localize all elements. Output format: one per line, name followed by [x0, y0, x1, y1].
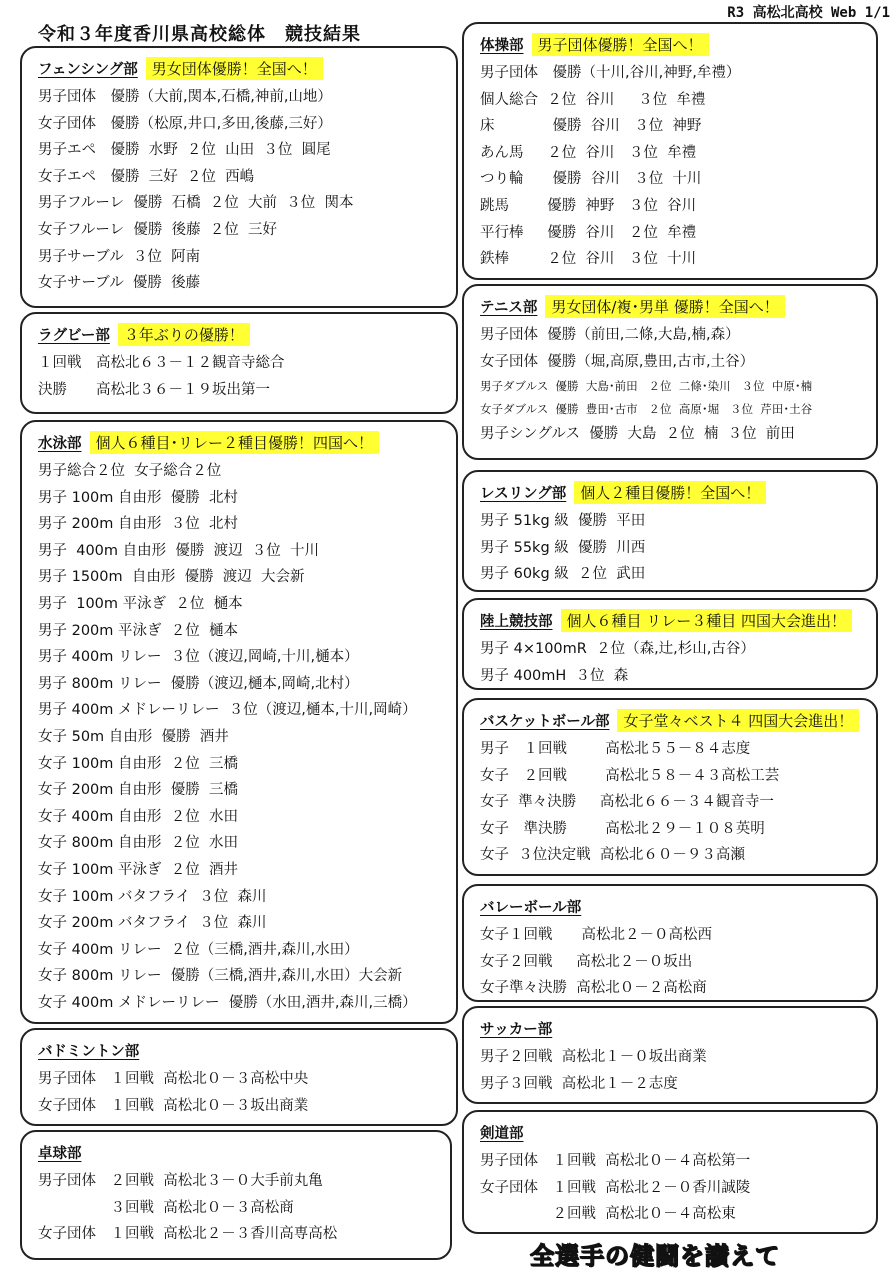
result-line: 男子 400mH ３位 森 [480, 667, 629, 684]
club-name: 剣道部 [480, 1125, 524, 1142]
result-line: 女子団体 １回戦 高松北２－０香川誠陵 [480, 1179, 751, 1196]
result-line: 男子２回戦 高松北１－０坂出商業 [480, 1049, 707, 1065]
result-line: 男子団体 優勝（大前,関本,石橋,神前,山地） [38, 89, 332, 105]
result-line: 女子 800m 自由形 ２位 水田 [38, 835, 238, 852]
result-line: 女子団体 優勝（松原,井口,多田,後藤,三好） [38, 115, 332, 132]
result-line: 女子 400m リレー ２位（三橋,酒井,森川,水田） [38, 941, 359, 958]
result-line: 男子エペ 優勝 水野 ２位 山田 ３位 圓尾 [38, 142, 331, 159]
result-line: 男子 100m 自由形 優勝 北村 [38, 489, 238, 506]
club-name: サッカー部 [480, 1021, 553, 1038]
tennis-box [462, 284, 878, 460]
result-line: ２回戦 高松北０－４高松東 [480, 1206, 736, 1223]
highlight-banner: 男女団体優勝！全国へ！ [146, 57, 323, 80]
highlight-banner: 個人６種目･リレー２種目優勝！四国へ！ [90, 431, 380, 454]
club-name: 体操部 [480, 37, 524, 54]
result-line: 男子 51kg 級 優勝 平田 [480, 513, 646, 529]
result-line: 鉄棒 ２位 谷川 ３位 十川 [480, 251, 697, 268]
result-line: 決勝 高松北３６－１９坂出第一 [38, 381, 270, 398]
result-line: 男子 400m メドレーリレー ３位（渡辺,樋本,十川,岡崎） [38, 702, 417, 719]
soccer-header [480, 1014, 864, 1042]
table-tennis-header [38, 1138, 438, 1166]
kendo-box [462, 1110, 878, 1234]
result-line: 床 優勝 谷川 ３位 神野 [480, 118, 702, 135]
wrestling-header [480, 478, 864, 506]
club-name: ラグビー部 [38, 327, 110, 344]
result-line: 男子 55kg 級 優勝 川西 [480, 539, 646, 556]
result-line: 男子 800m リレー 優勝（渡辺,樋本,岡崎,北村） [38, 675, 359, 692]
result-line: 男子団体 １回戦 高松北０－３高松中央 [38, 1071, 309, 1087]
result-line: 女子 400m メドレーリレー 優勝（水田,酒井,森川,三橋） [38, 994, 417, 1011]
swimming-header [38, 428, 444, 456]
result-line: 男子 １回戦 高松北５５－８４志度 [480, 741, 751, 757]
result-line: 男子 60kg 級 ２位 武田 [480, 566, 646, 583]
result-line: 男子 200m 平泳ぎ ２位 樋本 [38, 622, 238, 639]
result-line: 女子２回戦 高松北２－０坂出 [480, 953, 693, 970]
result-line: 女子 ２回戦 高松北５８－４３高松工芸 [480, 767, 780, 784]
result-line: 男子総合２位 女子総合２位 [38, 463, 222, 479]
club-name: 陸上競技部 [480, 613, 553, 630]
result-line: 女子１回戦 高松北２－０高松西 [480, 927, 712, 943]
club-name: バドミントン部 [38, 1043, 140, 1060]
result-line: つり輪 優勝 谷川 ３位 十川 [480, 171, 702, 188]
results-list [480, 60, 864, 273]
rugby-box [20, 312, 458, 414]
result-line: 男子 4×100mR ２位（森,辻,杉山,古谷） [480, 641, 755, 657]
swimming-box [20, 420, 458, 1024]
highlight-banner: 男子団体優勝！全国へ！ [532, 33, 709, 56]
track-box [462, 598, 878, 690]
result-line: 男子団体 ２回戦 高松北３－０大手前丸亀 [38, 1173, 323, 1189]
result-line: 男子３回戦 高松北１－２志度 [480, 1075, 678, 1092]
club-name: 水泳部 [38, 435, 82, 452]
basketball-header [480, 706, 864, 734]
result-line: ３回戦 高松北０－３高松商 [38, 1199, 294, 1216]
result-line: 男子 400m リレー ３位（渡辺,岡崎,十川,樋本） [38, 649, 359, 666]
result-line: 女子フルーレ 優勝 後藤 ２位 三好 [38, 221, 278, 238]
result-line-small: 男子ダブルス 優勝 大島･前田 ２位 二條･染川 ３位 中原･楠 [480, 379, 813, 394]
result-line: 個人総合 ２位 谷川 ３位 牟禮 [480, 91, 706, 108]
club-name: レスリング部 [480, 485, 567, 502]
club-name: テニス部 [480, 299, 538, 316]
result-line: 男子 100m 平泳ぎ ２位 樋本 [38, 595, 243, 612]
club-name: フェンシング部 [38, 61, 138, 78]
result-line: 男子サーブル ３位 阿南 [38, 248, 201, 265]
results-list [38, 84, 444, 297]
volleyball-header [480, 892, 864, 920]
result-line: 男子団体 優勝（前田,二條,大島,楠,森） [480, 327, 740, 343]
result-line: 女子 100m バタフライ ３位 森川 [38, 888, 267, 905]
club-name: バレーボール部 [480, 899, 582, 916]
footer-slogan: 全選手の健闘を讃えて [530, 1241, 780, 1270]
result-line: 男子 200m 自由形 ３位 北村 [38, 516, 238, 533]
result-line: 女子 準々決勝 高松北６６－３４観音寺一 [480, 794, 774, 811]
result-line: 女子 準決勝 高松北２９－１０８英明 [480, 820, 765, 837]
result-line: 女子 800m リレー 優勝（三橋,酒井,森川,水田）大会新 [38, 968, 403, 985]
result-line: 男子 400m 自由形 優勝 渡辺 ３位 十川 [38, 542, 320, 559]
highlight-banner: 男女団体/複･男単 優勝！全国へ！ [545, 295, 784, 318]
kendo-header [480, 1118, 864, 1146]
club-name: 卓球部 [38, 1145, 82, 1162]
result-line: 女子 400m 自由形 ２位 水田 [38, 808, 238, 825]
fencing-box [20, 46, 458, 308]
result-line: 女子エペ 優勝 三好 ２位 西嶋 [38, 168, 255, 185]
result-line: 男子 1500m 自由形 優勝 渡辺 大会新 [38, 569, 305, 586]
result-line: 平行棒 優勝 谷川 ２位 牟禮 [480, 224, 697, 241]
result-line: 男子団体 １回戦 高松北０－４高松第一 [480, 1153, 751, 1169]
result-line: 男子シングルス 優勝 大島 ２位 楠 ３位 前田 [480, 426, 795, 443]
volleyball-box [462, 884, 878, 1002]
tennis-header [480, 292, 864, 320]
result-line: 跳馬 優勝 神野 ３位 谷川 [480, 197, 697, 214]
result-line: 女子 100m 平泳ぎ ２位 酒井 [38, 861, 238, 878]
result-line: 女子準々決勝 高松北０－２高松商 [480, 980, 707, 997]
fencing-header [38, 54, 444, 82]
result-line: 女子 200m バタフライ ３位 森川 [38, 915, 267, 932]
result-line-small: 女子ダブルス 優勝 豊田･古市 ２位 高原･堀 ３位 芹田･土谷 [480, 402, 813, 417]
result-line: 女子 100m 自由形 ２位 三橋 [38, 755, 238, 772]
badminton-header [38, 1036, 444, 1064]
badminton-box [20, 1028, 458, 1126]
result-line: 女子団体 優勝（堀,高原,豊田,古市,土谷） [480, 353, 755, 370]
gymnastics-box [462, 22, 878, 280]
club-name: バスケットボール部 [480, 713, 610, 730]
page-header-label: R3 高松北高校 Web 1/1 [727, 5, 890, 21]
result-line: １回戦 高松北６３－１２観音寺総合 [38, 355, 285, 371]
result-line: 男子フルーレ 優勝 石橋 ２位 大前 ３位 関本 [38, 195, 354, 212]
gymnastics-header [480, 30, 864, 58]
page-title: 令和３年度香川県高校総体 競技結果 [38, 24, 361, 45]
wrestling-box [462, 470, 878, 592]
table-tennis-box [20, 1130, 452, 1260]
highlight-banner: 個人６種目 リレー３種目 四国大会進出！ [561, 609, 853, 632]
soccer-box [462, 1006, 878, 1104]
track-header [480, 606, 864, 634]
highlight-banner: 女子堂々ベスト４ 四国大会進出！ [617, 709, 859, 732]
result-line: 女子 200m 自由形 優勝 三橋 [38, 782, 238, 799]
result-line: 女子団体 １回戦 高松北２－３香川高専高松 [38, 1226, 338, 1243]
rugby-header [38, 320, 444, 348]
basketball-box [462, 698, 878, 876]
result-line: あん馬 ２位 谷川 ３位 牟禮 [480, 144, 697, 161]
result-line: 女子 ３位決定戦 高松北６０－９３高瀬 [480, 847, 745, 864]
result-line: 男子団体 優勝（十川,谷川,神野,牟禮） [480, 65, 741, 81]
highlight-banner: ３年ぶりの優勝！ [118, 323, 250, 346]
result-line: 女子 50m 自由形 優勝 酒井 [38, 728, 229, 745]
result-line: 女子サーブル 優勝 後藤 [38, 275, 201, 292]
result-line: 女子団体 １回戦 高松北０－３坂出商業 [38, 1097, 309, 1114]
results-list [38, 458, 444, 1016]
highlight-banner: 個人２種目優勝！全国へ！ [574, 481, 766, 504]
